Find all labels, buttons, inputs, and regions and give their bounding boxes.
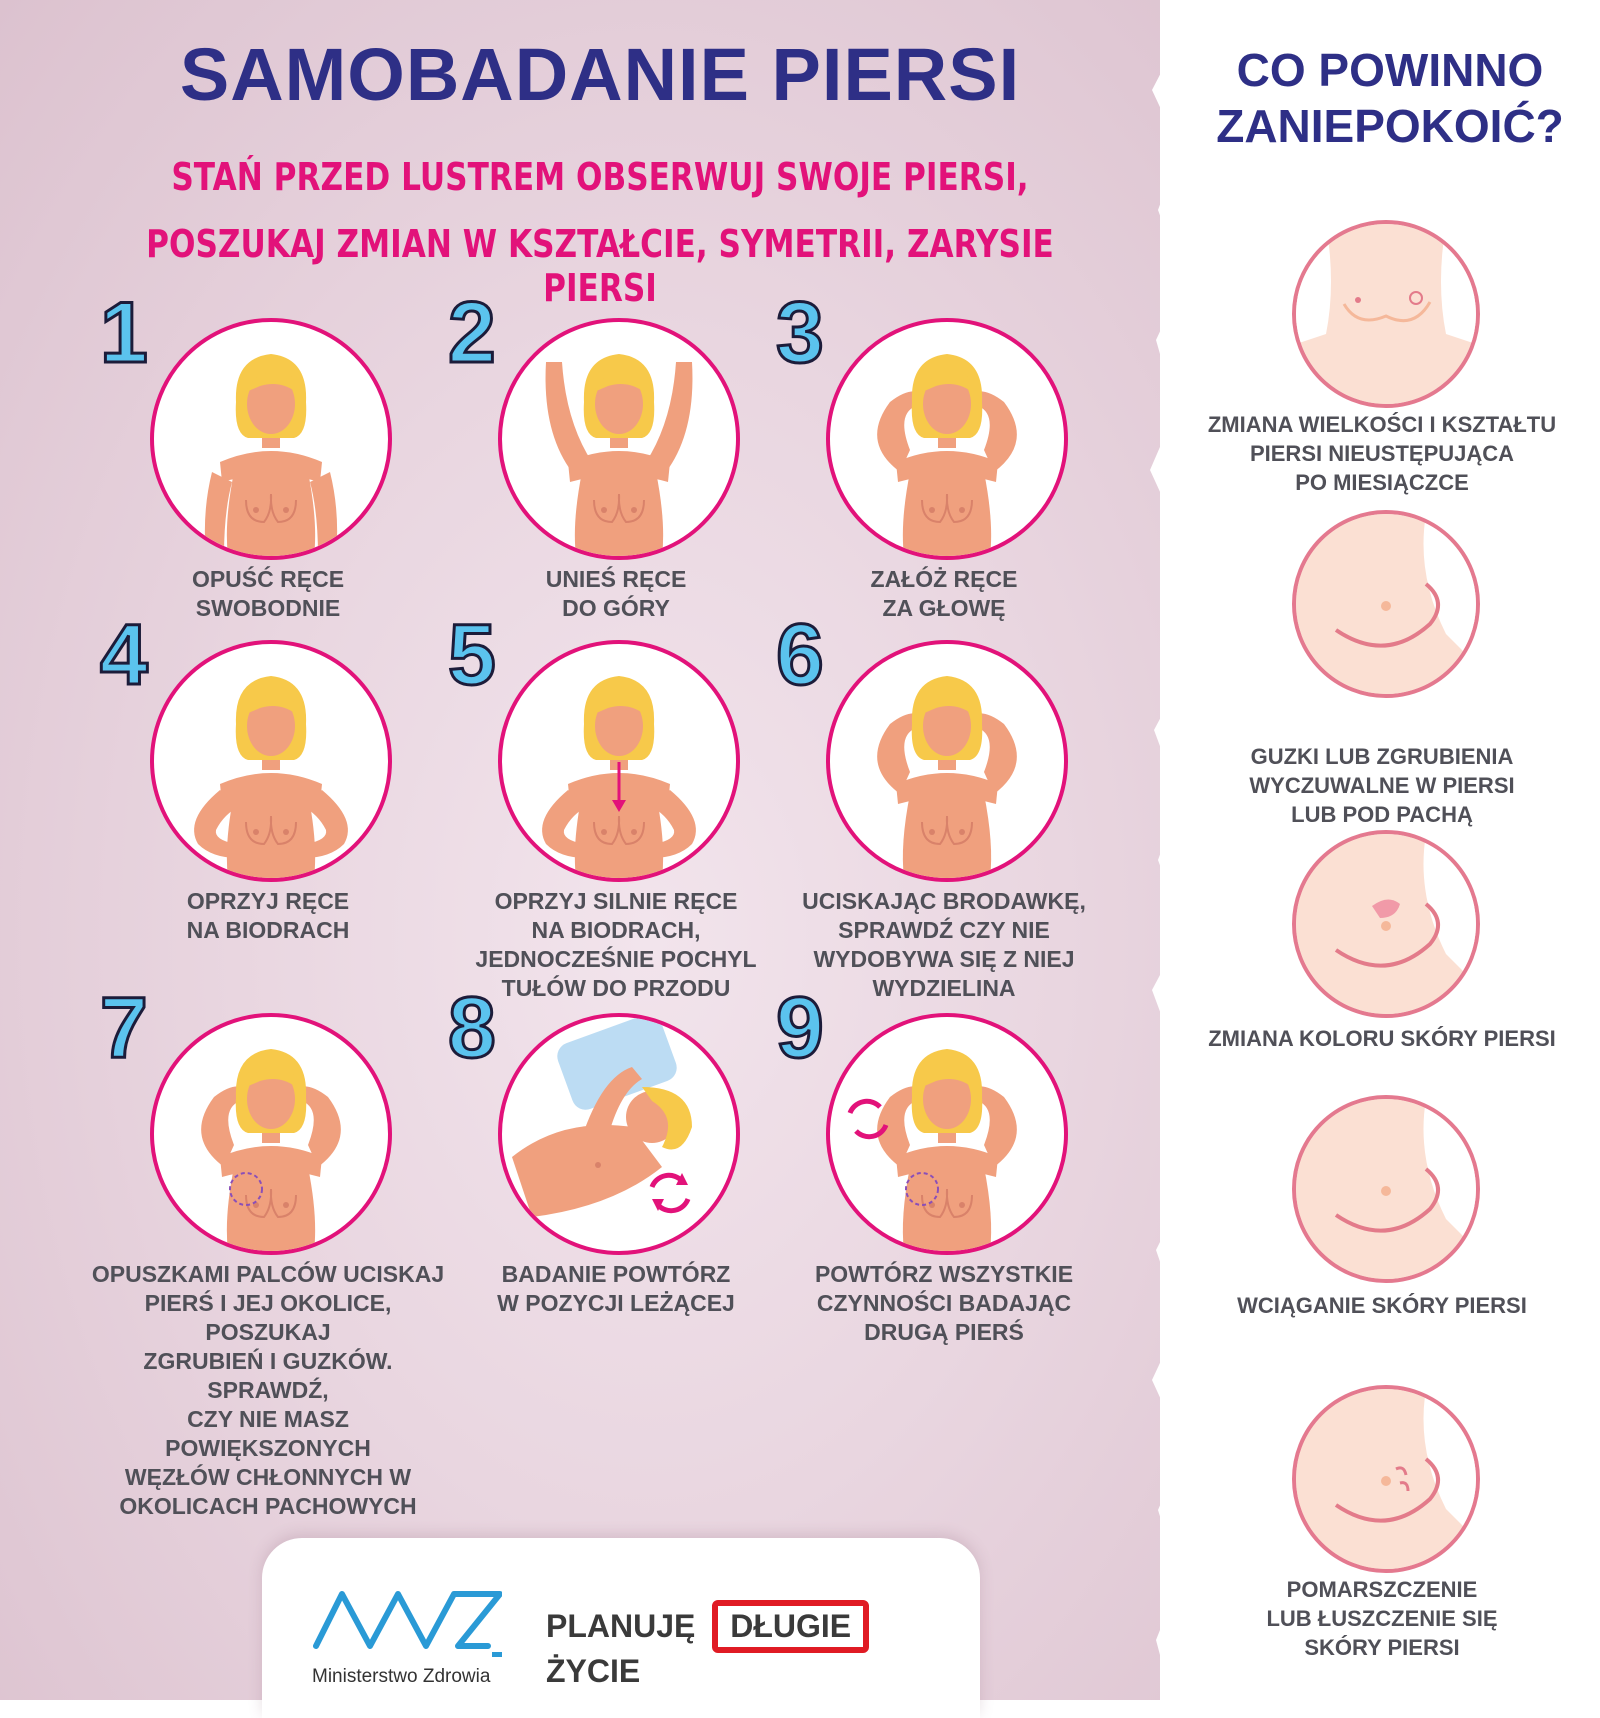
warning-2-illustration-icon: [1292, 510, 1480, 698]
warnings-title-line-1: CO POWINNO: [1236, 44, 1544, 96]
step-5-illustration-icon: [498, 640, 740, 882]
campaign-logo: [546, 1600, 980, 1690]
step-5: [438, 607, 818, 1001]
footer: [262, 1538, 980, 1718]
subtitle-line-1: STAŃ PRZED LUSTREM OBSERWUJ SWOJE PIERSI,: [171, 155, 1029, 199]
step-1-number: 1: [100, 285, 148, 381]
step-9-illustration-icon: [826, 1013, 1068, 1255]
step-7-number: 7: [100, 980, 148, 1076]
step-3-caption: ZAŁÓŻ RĘCE ZA GŁOWĘ: [870, 566, 1018, 621]
campaign-word-2: DŁUGIE: [712, 1600, 869, 1653]
warning-5-caption: POMARSZCZENIE LUB ŁUSZCZENIE SIĘ SKÓRY PIERSI: [1266, 1577, 1498, 1660]
step-7-caption: OPUSZKAMI PALCÓW UCISKAJ PIERŚ I JEJ OKOLICE, POSZUKAJ ZGRUBIEŃ I GUZKÓW. SPRAWDŹ, CZY NIE MASZ POWIĘKSZONYCH WĘZŁÓW CHŁONNYCH W OKOLICACH PACHOWYCH: [91, 1261, 445, 1519]
warning-3-illustration-icon: [1292, 830, 1480, 1018]
step-6: [766, 607, 1146, 1001]
step-4-number: 4: [100, 607, 148, 703]
step-2-illustration-icon: [498, 318, 740, 560]
step-3-number: 3: [776, 285, 824, 381]
warning-5-illustration-icon: [1292, 1385, 1480, 1573]
step-1-caption: OPUŚĆ RĘCE SWOBODNIE: [191, 566, 345, 621]
step-7-illustration-icon: [150, 1013, 392, 1255]
campaign-word-3: ŻYCIE: [546, 1653, 641, 1689]
step-5-number: 5: [448, 607, 496, 703]
step-1-illustration-icon: [150, 318, 392, 560]
step-4-caption: OPRZYJ RĘCE NA BIODRACH: [186, 888, 350, 943]
step-6-caption: UCISKAJĄC BRODAWKĘ, SPRAWDŹ CZY NIE WYDOBYWA SIĘ Z NIEJ WYDZIELINA: [802, 888, 1086, 1001]
page-title: SAMOBADANIE PIERSI: [179, 33, 1021, 116]
warning-4-caption: WCIĄGANIE SKÓRY PIERSI: [1237, 1293, 1527, 1318]
step-8: [438, 980, 818, 1365]
step-3-illustration-icon: [826, 318, 1068, 560]
warning-3-caption: ZMIANA KOLORU SKÓRY PIERSI: [1208, 1026, 1556, 1051]
step-5-caption: OPRZYJ SILNIE RĘCE NA BIODRACH, JEDNOCZEŚNIE POCHYL TUŁÓW DO PRZODU: [475, 888, 757, 1001]
step-9: [766, 980, 1146, 1365]
step-4-illustration-icon: [150, 640, 392, 882]
step-2-caption: UNIEŚ RĘCE DO GÓRY: [545, 566, 687, 621]
subtitle-line-2: POSZUKAJ ZMIAN W KSZTAŁCIE, SYMETRII, ZARYSIE PIERSI: [146, 222, 1054, 310]
step-2-number: 2: [448, 285, 496, 381]
warnings-title: [1180, 42, 1600, 154]
step-8-illustration-icon: [498, 1013, 740, 1255]
warnings-title-line-2: ZANIEPOKOIĆ?: [1216, 100, 1564, 152]
step-8-caption: BADANIE POWTÓRZ W POZYCJI LEŻĄCEJ: [497, 1261, 735, 1316]
step-9-caption: POWTÓRZ WSZYSTKIE CZYNNOŚCI BADAJĄC DRUGĄ PIERŚ: [814, 1261, 1074, 1345]
step-6-illustration-icon: [826, 640, 1068, 882]
step-6-number: 6: [776, 607, 824, 703]
warning-4-illustration-icon: [1292, 1095, 1480, 1283]
step-7: [90, 980, 470, 1519]
step-8-number: 8: [448, 980, 496, 1076]
step-9-number: 9: [776, 980, 824, 1076]
ministry-name: Ministerstwo Zdrowia: [312, 1666, 491, 1687]
warning-1-caption: ZMIANA WIELKOŚCI I KSZTAŁTU PIERSI NIEUSTĘPUJĄCA PO MIESIĄCZCE: [1207, 412, 1557, 495]
warning-2-caption: GUZKI LUB ZGRUBIENIA WYCZUWALNE W PIERSI LUB POD PACHĄ: [1249, 744, 1515, 827]
campaign-word-1: PLANUJĘ: [546, 1608, 696, 1644]
warning-1-illustration-icon: [1292, 220, 1480, 408]
step-4: [90, 607, 470, 992]
ministry-logo-icon: [312, 1580, 502, 1660]
